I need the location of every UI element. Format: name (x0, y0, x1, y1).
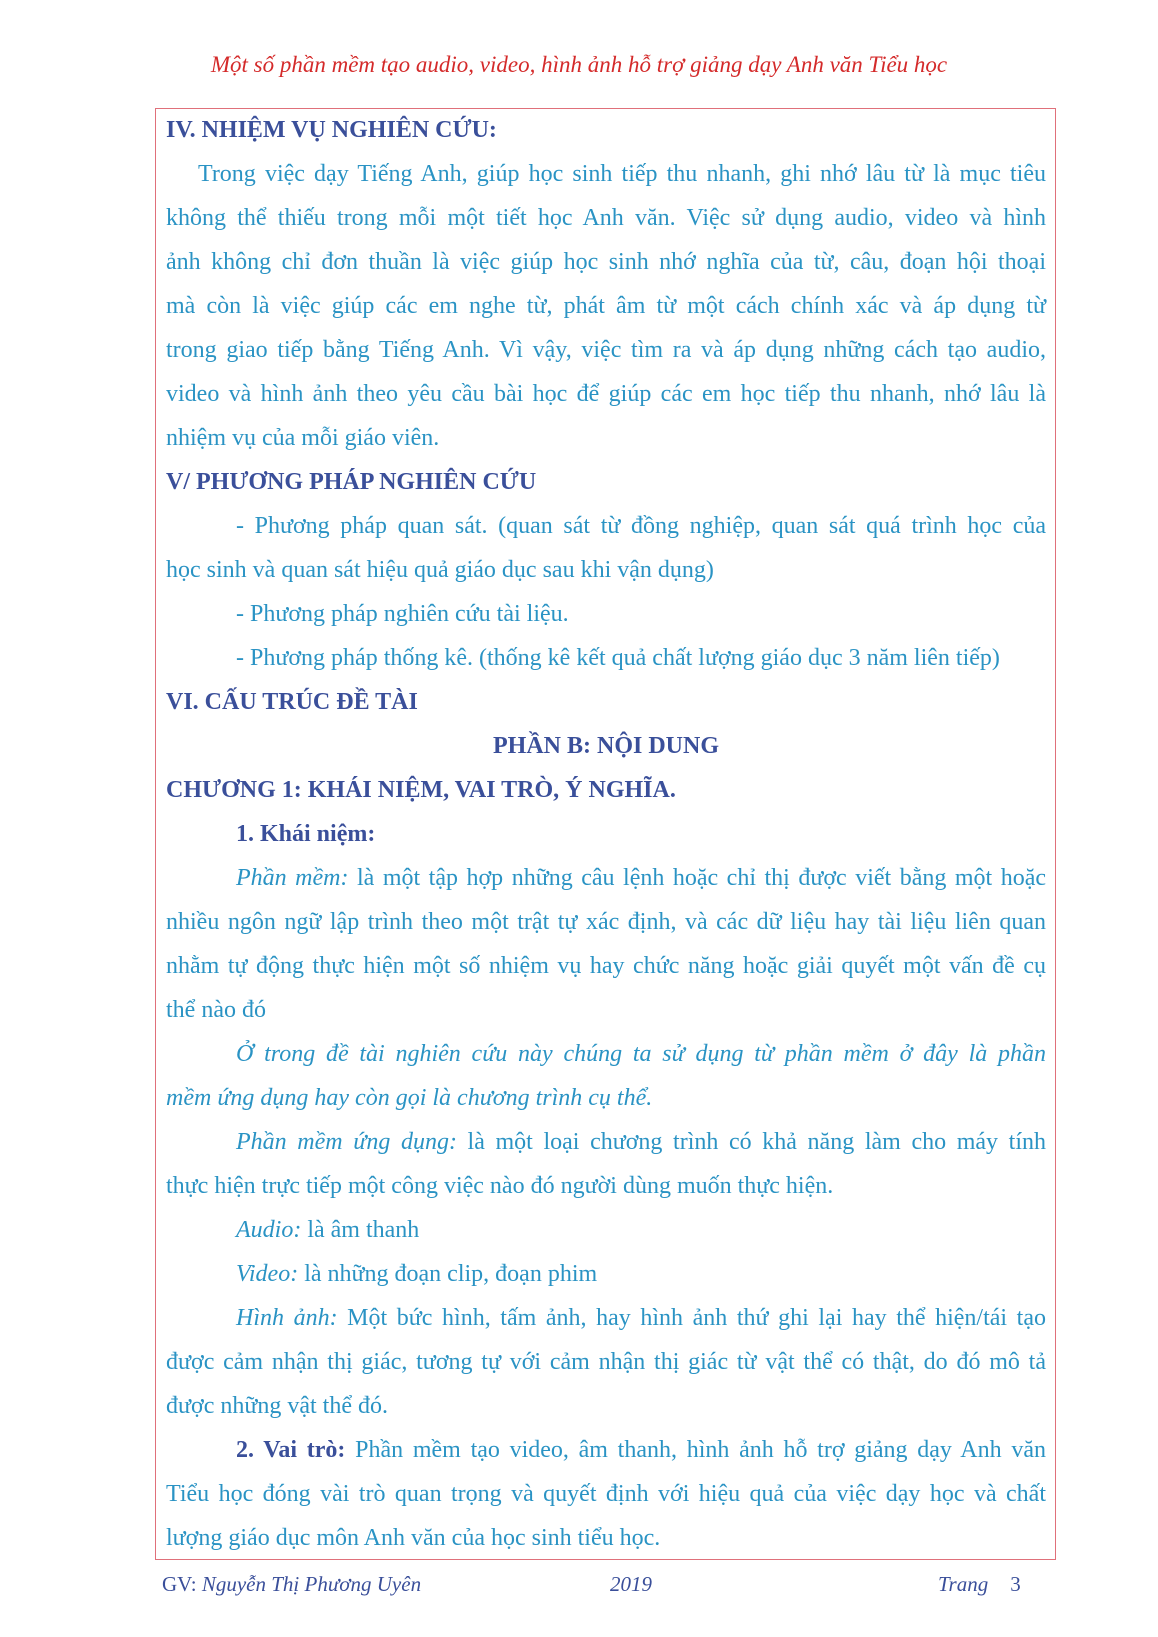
image-term: Hình ảnh: (236, 1305, 338, 1331)
section-4-line: nhiệm vụ của mỗi giáo viên. (166, 425, 440, 451)
application-software-line: thực hiện trực tiếp một công việc nào đó người dùng muốn thực hiện. (166, 1173, 834, 1199)
footer-year: 2019 (610, 1572, 652, 1596)
method-document-research: - Phương pháp nghiên cứu tài liệu. (236, 601, 569, 627)
application-software-text: là một loại chương trình có khả năng làm cho máy tính (456, 1129, 1047, 1155)
audio-term: Audio: (236, 1217, 302, 1243)
footer-page (938, 1572, 1021, 1602)
software-definition-line: nhiều ngôn ngữ lập trình theo một trật tự xác định, và các dữ liệu hay tài liệu liên quan (166, 909, 1046, 935)
footer-author (162, 1572, 421, 1602)
footer-page-label: Trang (938, 1572, 989, 1596)
software-text: là một tập hợp những câu lệnh hoặc chỉ thị được viết bằng một hoặc (348, 865, 1046, 891)
section-5-heading: V/ PHƯƠNG PHÁP NGHIÊN CỨU (166, 469, 537, 495)
software-term: Phần mềm: (236, 865, 349, 891)
section-4-line: trong giao tiếp bằng Tiếng Anh. Vì vậy, việc tìm ra và áp dụng những cách tạo audio, (166, 337, 1046, 363)
software-definition-line (166, 856, 1046, 900)
image-definition-line: được cảm nhận thị giác, tương tự với cảm nhận thị giác từ vật thể có thật, do đó mô tả (166, 1349, 1046, 1375)
role-line: lượng giáo dục môn Anh văn của học sinh tiểu học. (166, 1525, 661, 1551)
role-term: 2. Vai trò: (236, 1437, 346, 1463)
role-text: Phần mềm tạo video, âm thanh, hình ảnh hỗ trợ giảng dạy Anh văn (345, 1437, 1047, 1463)
role-line (166, 1428, 1046, 1472)
audio-text: là âm thanh (301, 1217, 420, 1243)
method-observation-line: - Phương pháp quan sát. (quan sát từ đồng nghiệp, quan sát quá trình học của (236, 513, 1046, 539)
document-body (166, 108, 1046, 1560)
page-header-title: Một số phần mềm tạo audio, video, hình ảnh hỗ trợ giảng dạy Anh văn Tiểu học (210, 52, 948, 77)
image-text: Một bức hình, tấm ảnh, hay hình ảnh thứ ghi lại hay thể hiện/tái tạo (337, 1305, 1046, 1331)
audio-definition (166, 1208, 1046, 1252)
section-4-line: ảnh không chỉ đơn thuần là việc giúp học sinh nhớ nghĩa của từ, câu, đoạn hội thoại (166, 249, 1046, 275)
application-software-line (166, 1120, 1046, 1164)
image-definition-line (166, 1296, 1046, 1340)
section-4-line: Trong việc dạy Tiếng Anh, giúp học sinh tiếp thu nhanh, ghi nhớ lâu từ là mục tiêu (198, 161, 1046, 187)
image-definition-line: được những vật thể đó. (166, 1393, 388, 1419)
software-definition-line: thể nào đó (166, 997, 266, 1023)
footer-page-number: 3 (1010, 1572, 1021, 1596)
note-line: Ở trong đề tài nghiên cứu này chúng ta sử dụng từ phần mềm ở đây là phần (236, 1041, 1046, 1067)
section-4-line: không thể thiếu trong mỗi một tiết học Anh văn. Việc sử dụng audio, video và hình (166, 205, 1046, 231)
method-statistics: - Phương pháp thống kê. (thống kê kết quả chất lượng giáo dục 3 năm liên tiếp) (236, 645, 1000, 671)
footer-author-name: Nguyễn Thị Phương Uyên (201, 1572, 422, 1596)
video-definition (166, 1252, 1046, 1296)
section-4-line: video và hình ảnh theo yêu cầu bài học để giúp các em học tiếp thu nhanh, nhớ lâu là (166, 381, 1046, 407)
method-observation-line: học sinh và quan sát hiệu quả giáo dục sau khi vận dụng) (166, 557, 714, 583)
section-6-heading: VI. CẤU TRÚC ĐỀ TÀI (166, 689, 418, 715)
video-term: Video: (236, 1261, 299, 1287)
note-line: mềm ứng dụng hay còn gọi là chương trình cụ thể. (166, 1085, 653, 1111)
role-line: Tiểu học đóng vài trò quan trọng và quyết định với hiệu quả của việc dạy học và chất (166, 1481, 1046, 1507)
part-b-heading: PHẦN B: NỘI DUNG (493, 733, 719, 759)
section-4-line: mà còn là việc giúp các em nghe từ, phát âm từ một cách chính xác và áp dụng từ (166, 293, 1046, 319)
concept-subheading: 1. Khái niệm: (236, 821, 376, 847)
chapter-1-heading: CHƯƠNG 1: KHÁI NIỆM, VAI TRÒ, Ý NGHĨA. (166, 777, 676, 803)
video-text: là những đoạn clip, đoạn phim (298, 1261, 598, 1287)
software-definition-line: nhằm tự động thực hiện một số nhiệm vụ hay chức năng hoặc giải quyết một vấn đề cụ (166, 953, 1046, 979)
application-software-term: Phần mềm ứng dụng: (236, 1129, 457, 1155)
footer-gv-label: GV: (162, 1572, 202, 1596)
section-4-heading: IV. NHIỆM VỤ NGHIÊN CỨU: (166, 117, 497, 143)
